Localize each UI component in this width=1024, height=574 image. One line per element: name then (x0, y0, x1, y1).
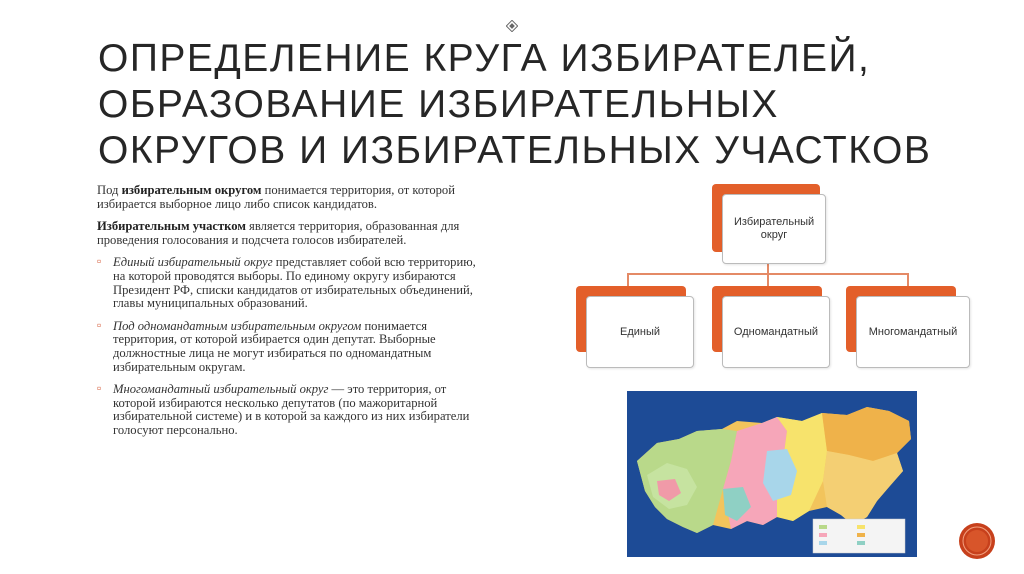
map-illustration (627, 391, 917, 557)
russia-district-map (627, 391, 917, 557)
paragraph-precinct: Избирательным участком является территория, образованная для проведения голосования и подсчета голосов избирателей. (97, 219, 460, 247)
bullet-item-single-mandate: ▫ Под одномандатным избирательным округом понимается территория, от которой избирается один депутат. Выборные должностные лица не могут избираться по одномандатным избирательным округам. (97, 317, 436, 374)
child-node-single-mandate (722, 296, 830, 368)
child-node-single (586, 296, 694, 368)
body-text (97, 184, 490, 447)
bullet-item-single: ▫ Единый избирательный округ представляет собой всю территорию, на которой проводятся выборы. По единому округу избираются Президент РФ, списки кандидатов от избирательных объединений, главы муниципальных образований. (97, 254, 476, 311)
bullet-list (97, 256, 490, 437)
org-diagram (570, 180, 980, 370)
round-logo-icon (958, 522, 996, 560)
root-node (722, 194, 826, 264)
child-node-single-mandate-label: Одномандатный (733, 325, 819, 338)
bullet-icon: ▫ (97, 254, 102, 269)
bullet-icon: ▫ (97, 317, 102, 332)
bullet-item-multi-mandate: ▫ Многомандатный избирательный округ — это территория, от которой избираются несколько депутатов (по мажоритарной избирательной системе) и в которой за каждого из них избиратели голосуют персонально. (97, 381, 470, 437)
slide-title: ОПРЕДЕЛЕНИЕ КРУГА ИЗБИРАТЕЛЕЙ, ОБРАЗОВАНИЕ ИЗБИРАТЕЛЬНЫХ ОКРУГОВ И ИЗБИРАТЕЛЬНЫХ УЧАСТКОВ (98, 37, 932, 172)
diamond-mark-icon (506, 20, 518, 32)
paragraph-district: Под избирательным округом понимается территория, от которой избирается выборное лицо либо список кандидатов. (97, 183, 455, 211)
child-node-single-label: Единый (619, 325, 661, 338)
child-node-multi-mandate-label: Многомандатный (868, 325, 958, 338)
bullet-icon: ▫ (97, 381, 102, 396)
root-node-label: Избирательный округ (734, 216, 815, 241)
child-node-multi-mandate (856, 296, 970, 368)
